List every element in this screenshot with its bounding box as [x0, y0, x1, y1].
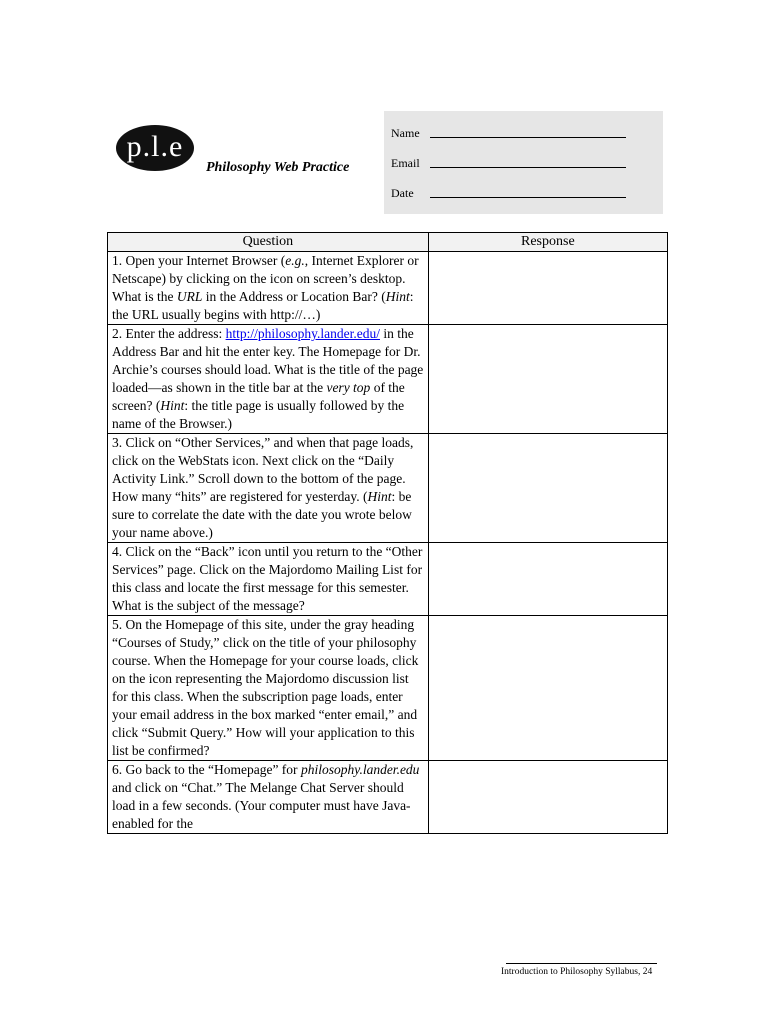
table-row	[108, 252, 668, 325]
question-header: Question	[108, 233, 429, 252]
question-cell	[108, 543, 429, 616]
response-cell[interactable]	[428, 543, 667, 616]
email-field[interactable]	[430, 167, 626, 168]
ple-logo	[116, 125, 196, 173]
name-row	[391, 125, 420, 141]
response-header: Response	[428, 233, 667, 252]
response-cell[interactable]	[428, 761, 667, 834]
question-text: in the Address or Location Bar? (	[202, 289, 386, 304]
question-text: Hint	[367, 489, 392, 504]
question-text: : be sure to correlate the date with the date you wrote below your name above.)	[112, 489, 412, 540]
student-info-box	[384, 111, 663, 214]
question-cell	[108, 616, 429, 761]
response-cell[interactable]	[428, 616, 667, 761]
page-title: Philosophy Web Practice	[206, 160, 350, 175]
question-cell	[108, 252, 429, 325]
question-text: and click on “Chat.” The Melange Chat Server should load in a few seconds. (Your computer must have Java-enabled for the	[112, 780, 411, 831]
date-field[interactable]	[430, 197, 626, 198]
email-row	[391, 155, 420, 171]
question-text: 4. Click on the “Back” icon until you return to the “Other Services” page. Click on the Majordomo Mailing List for this class and locate the first message for this semester. What is the subject of the message?	[112, 544, 423, 613]
table-body	[108, 252, 668, 834]
table-header-row	[108, 233, 668, 252]
question-cell	[108, 325, 429, 434]
practice-table	[107, 232, 668, 834]
table-row	[108, 434, 668, 543]
table-row	[108, 325, 668, 434]
footer-text: Introduction to Philosophy Syllabus, 24	[501, 967, 653, 977]
question-text: : the title page is usually followed by the name of the Browser.)	[112, 398, 405, 431]
response-cell[interactable]	[428, 434, 667, 543]
question-text: e.g.	[285, 253, 305, 268]
url-link[interactable]: http://philosophy.lander.edu/	[225, 326, 380, 341]
email-label: Email	[391, 156, 420, 170]
question-text: 5. On the Homepage of this site, under the gray heading “Courses of Study,” click on the title of your philosophy course. When the Homepage for your course loads, click on the icon representing the Majordomo discussion list for this class. When the subscription page loads, enter your email address in the box marked “enter email,” and click “Submit Query.” How will your application to this list be confirmed?	[112, 617, 419, 758]
question-text: , Internet Explorer or Netscape) by clicking on the icon on screen’s desktop. What is the	[112, 253, 419, 304]
question-text: 3. Click on “Other Services,” and when that page loads, click on the WebStats icon. Next click on the “Daily Activity Link.” Scroll down to the bottom of the page. How many “hits” are registered for yesterday. (	[112, 435, 414, 504]
question-text: philosophy.lander.edu	[300, 762, 420, 777]
question-text: 1. Open your Internet Browser (	[112, 253, 286, 268]
question-text: in the Address Bar and hit the enter key. The Homepage for Dr. Archie’s courses should load. What is the title of the page loaded—as shown in the title bar at the	[112, 326, 424, 395]
question-text: Hint	[160, 398, 185, 413]
footer-rule	[506, 963, 657, 964]
response-cell[interactable]	[428, 325, 667, 434]
question-text: 2. Enter the address:	[112, 326, 226, 341]
question-cell	[108, 761, 429, 834]
question-text: : the URL usually begins with http://…)	[112, 289, 414, 322]
table-row	[108, 616, 668, 761]
name-label: Name	[391, 126, 420, 140]
logo-text: p.l.e	[126, 130, 184, 163]
date-row	[391, 185, 414, 201]
question-text: of the screen? (	[112, 380, 405, 413]
question-text: very top	[326, 380, 371, 395]
response-cell[interactable]	[428, 252, 667, 325]
date-label: Date	[391, 186, 414, 200]
question-text: Hint	[385, 289, 410, 304]
table-row	[108, 543, 668, 616]
question-cell	[108, 434, 429, 543]
table-row	[108, 761, 668, 834]
question-text: 6. Go back to the “Homepage” for	[112, 762, 301, 777]
name-field[interactable]	[430, 137, 626, 138]
question-text: URL	[176, 289, 203, 304]
